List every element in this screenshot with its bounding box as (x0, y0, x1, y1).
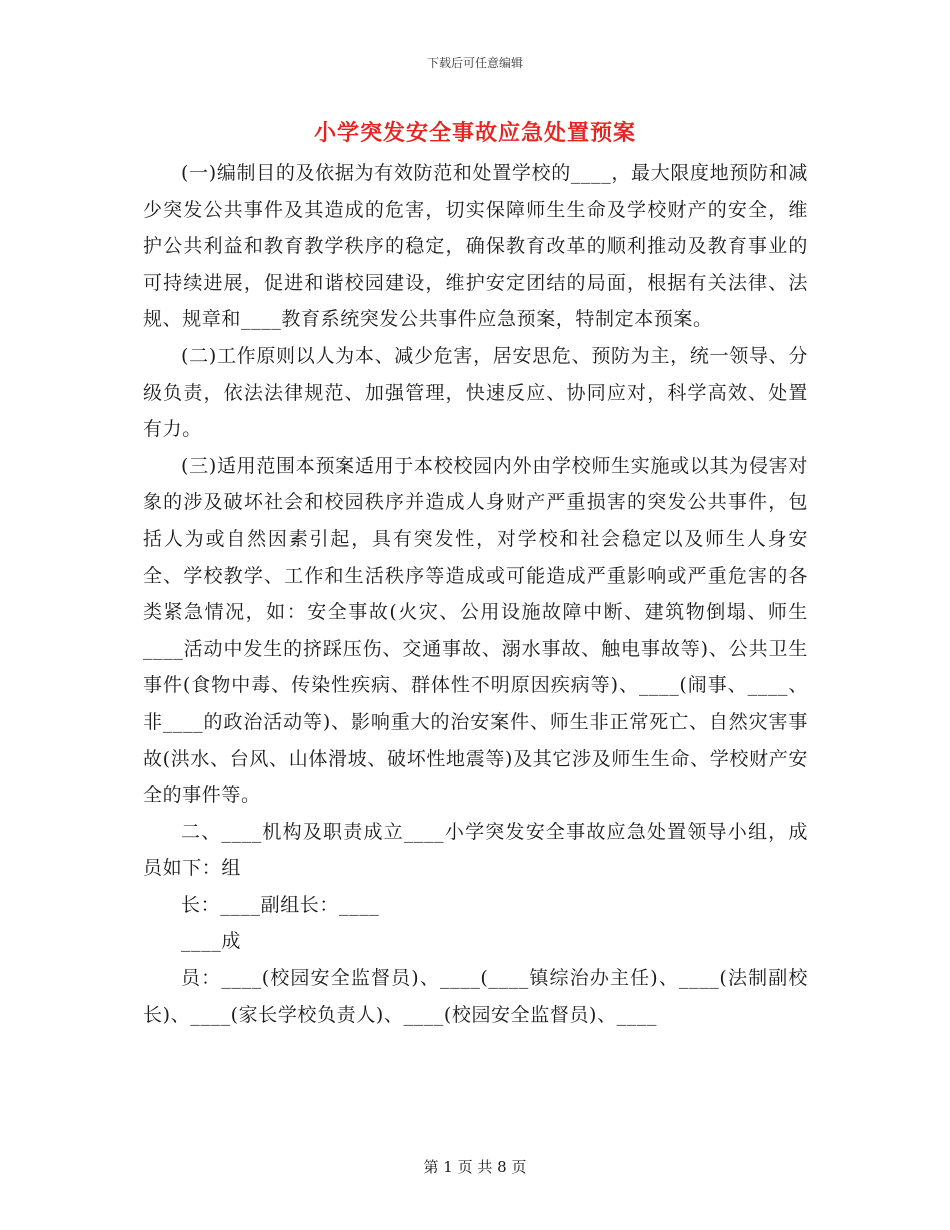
paragraph-principles: (二)工作原则以人为本、减少危害，居安思危、预防为主，统一领导、分级负责，依法法律规范、加强管理，快速反应、协同应对，科学高效、处置有力。 (143, 344, 808, 441)
document-body (143, 155, 808, 1033)
paragraph-organization: 二、____机构及职责成立____小学突发安全事故应急处置领导小组，成员如下：组 (143, 820, 808, 880)
page-header-note: 下载后可任意编辑 (426, 56, 523, 70)
page-number: 第 1 页 共 8 页 (423, 1158, 527, 1176)
document-title: 小学突发安全事故应急处置预案 (313, 120, 636, 146)
paragraph-scope: (三)适用范围本预案适用于本校校园内外由学校师生实施或以其为侵害对象的涉及破坏社会和校园秩序并造成人身财产严重损害的突发公共事件，包括人为或自然因素引起，具有突发性，对学校和社会稳定以及师生人身安全、学校教学、工作和生活秩序等造成或可能造成严重影响或严重危害的各类紧急情况，如：安全事故(火灾、公用设施故障中断、建筑物倒塌、师生____活动中发生的挤踩压伤、交通事故、溺水事故、触电事故等)、公共卫生事件(食物中毒、传染性疾病、群体性不明原因疾病等)、____(闹事、____、非____的政治活动等)、影响重大的治安案件、师生非正常死亡、自然灾害事故(洪水、台风、山体滑坡、破坏性地震等)及其它涉及师生生命、学校财产安全的事件等。 (143, 454, 808, 807)
paragraph-purpose: (一)编制目的及依据为有效防范和处置学校的____，最大限度地预防和减少突发公共事件及其造成的危害，切实保障师生生命及学校财产的安全，维护公共利益和教育教学秩序的稳定，确保教育改革的顺利推动及教育事业的可持续进展，促进和谐校园建设，维护安定团结的局面，根据有关法律、法规、规章和____教育系统突发公共事件应急预案，特制定本预案。 (143, 162, 808, 331)
paragraph-members-label: ____成 (181, 930, 242, 953)
paragraph-members: 员：____(校园安全监督员)、____(____镇综治办主任)、____(法制副校长)、____(家长学校负责人)、____(校园安全监督员)、____ (143, 967, 808, 1026)
paragraph-leader: 长：____副组长：____ (181, 893, 380, 916)
